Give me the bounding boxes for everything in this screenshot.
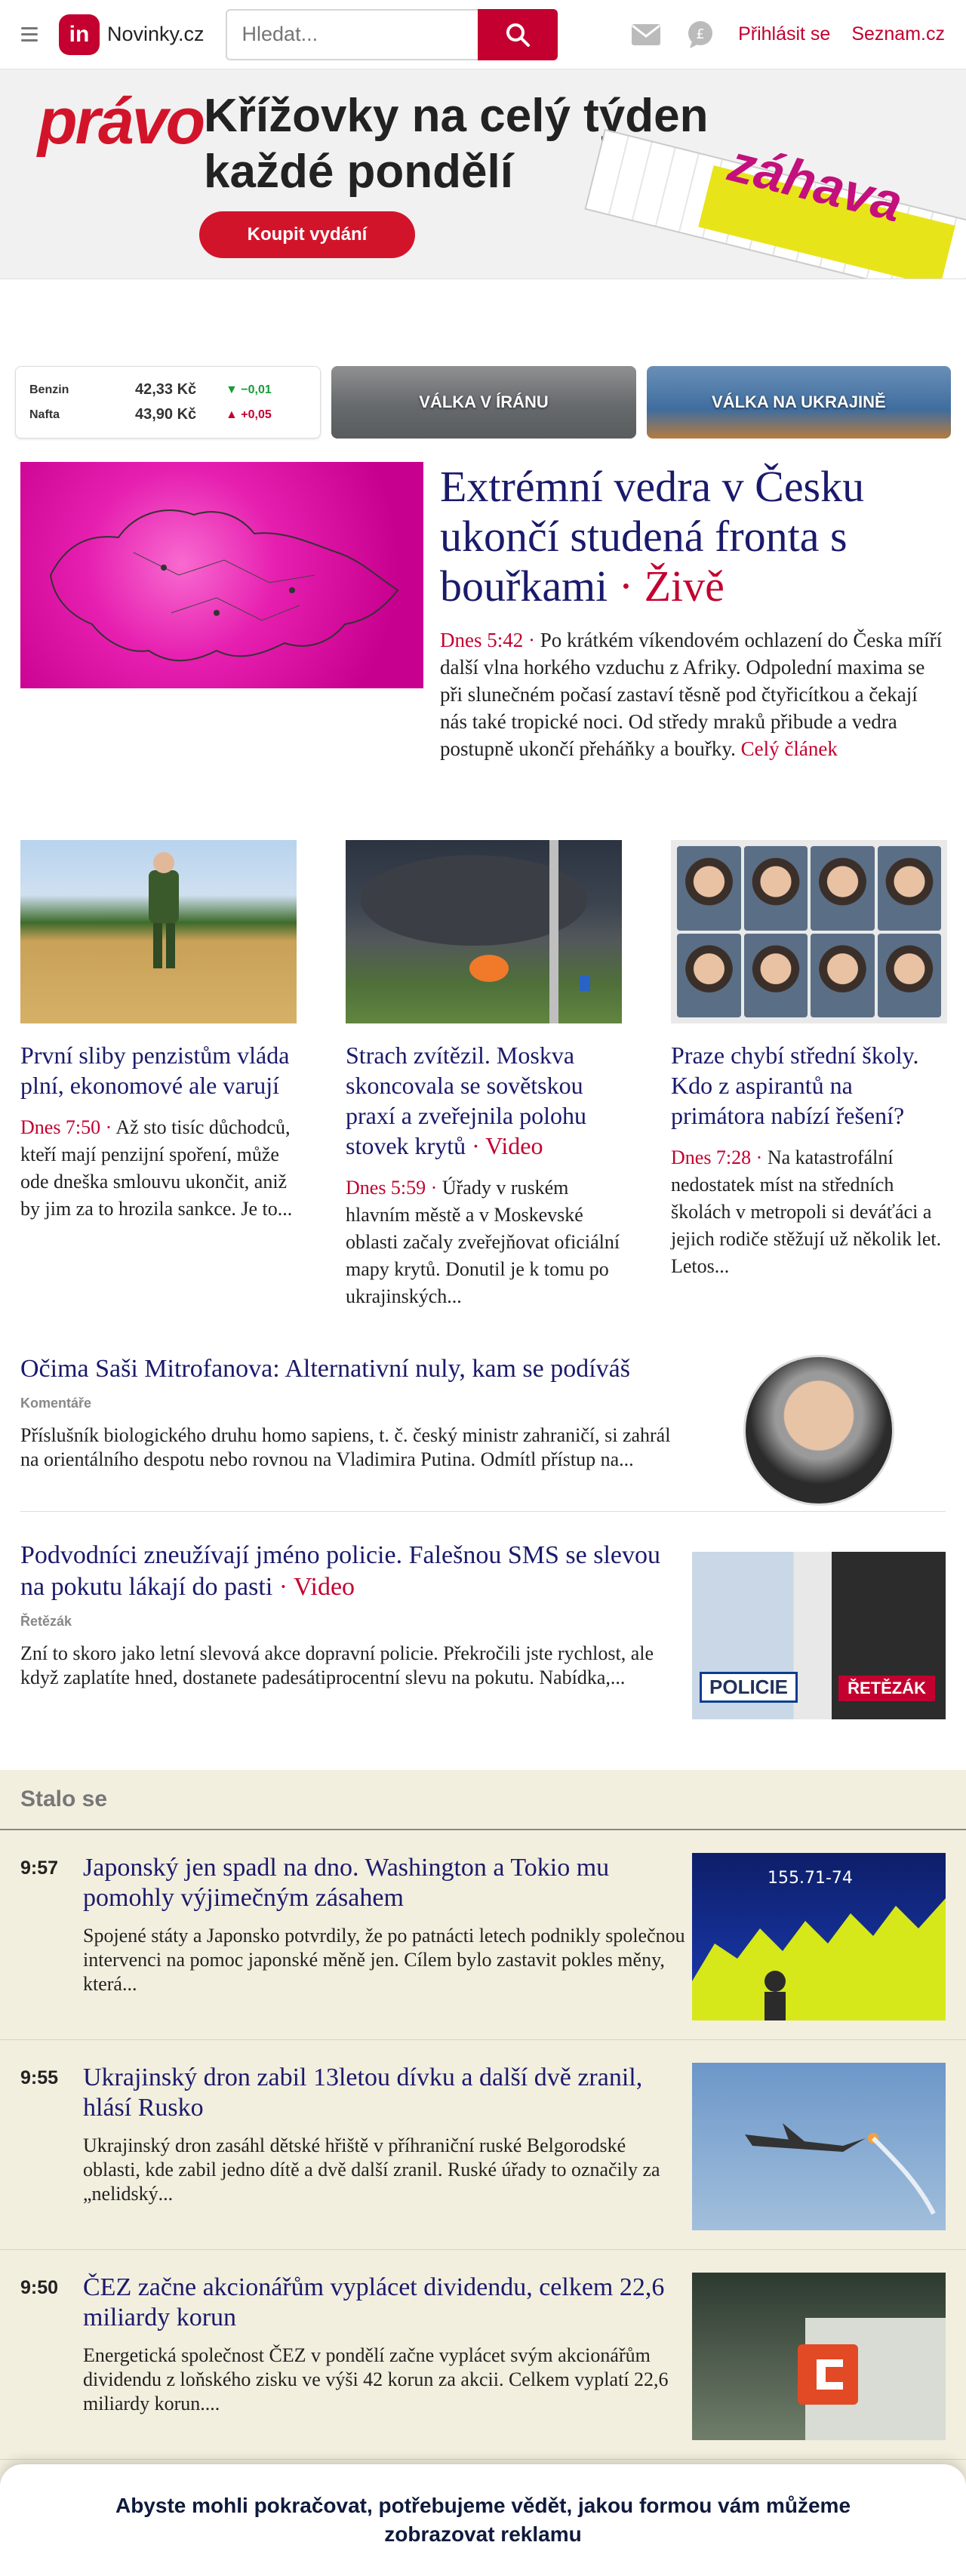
news-perex: Spojené státy a Japonsko potvrdily, že po patnácti letech podnikly společnou intervenci na pomoc japonské měně jen. Cílem bylo zastavit pokles měny, která... — [83, 1925, 685, 1995]
mail-icon[interactable] — [629, 18, 663, 51]
banner-buy-button[interactable]: Koupit vydání — [199, 211, 415, 258]
site-logo[interactable] — [59, 14, 205, 55]
fuel-label: Nafta — [29, 408, 60, 421]
article-image-moscow[interactable] — [346, 840, 622, 1023]
news-time: 9:50 — [20, 2277, 59, 2298]
login-link[interactable]: Přihlásit se — [738, 23, 831, 45]
article-title[interactable]: Praze chybí střední školy. Kdo z aspirantů na primátora nabízí řešení? — [671, 1042, 919, 1129]
rubric-label[interactable]: Komentáře — [20, 1396, 92, 1411]
search-input[interactable] — [226, 9, 478, 60]
search-form — [226, 9, 558, 60]
fuel-price: 42,33 Kč — [135, 381, 197, 398]
news-time: 9:57 — [20, 1857, 59, 1879]
news-title[interactable]: Ukrajinský dron zabil 13letou dívku a další dvě zranil, hlásí Rusko — [83, 2064, 643, 2122]
article-perex: Dnes 7:50 · Až sto tisíc důchodců, kteří mají penzijní spoření, může ode dneška smlouvu ukončit, aniž by jim za to hrozila sankce. Je to... — [20, 1116, 293, 1220]
news-item — [0, 1830, 966, 2040]
fuel-change: ▼ −0,01 — [226, 383, 272, 396]
video-article — [20, 1540, 946, 1721]
article-card — [671, 840, 947, 1310]
tickers-bar — [15, 366, 951, 439]
site-header — [0, 0, 966, 69]
news-title[interactable]: ČEZ začne akcionářům vyplácet dividendu, celkem 22,6 miliardy korun — [83, 2273, 665, 2331]
stalo-se-section — [0, 1770, 966, 2576]
read-more-link[interactable]: Celý článek — [740, 737, 838, 760]
consent-dialog[interactable] — [0, 2464, 966, 2576]
article-image-pension[interactable] — [20, 840, 297, 1023]
candidate-photo — [878, 846, 942, 931]
logo-name: Novinky.cz — [107, 23, 205, 45]
fuel-change: ▲ +0,05 — [226, 408, 272, 421]
candidate-photo — [878, 934, 942, 1018]
fuel-row-nafta — [29, 406, 306, 423]
seznam-link[interactable]: Seznam.cz — [851, 23, 945, 45]
opinion-article — [20, 1353, 946, 1512]
article-image-candidates[interactable] — [671, 840, 947, 1023]
video-label: · Video — [272, 1573, 355, 1601]
article-time: Dnes 7:50 — [20, 1116, 101, 1138]
fuel-row-benzin — [29, 381, 306, 399]
yen-ticker: 155.71-74 — [768, 1869, 853, 1888]
svg-text:£: £ — [696, 26, 705, 42]
article-perex: Dnes 5:59 · Úřady v ruském hlavním městě a v Moskevské oblasti začaly zveřejňovat oficiální mapy krytů. Donutil je k tomu po ukrajinských... — [346, 1177, 620, 1307]
banner-headline-2: každé pondělí — [204, 146, 513, 198]
candidate-photo — [677, 934, 741, 1018]
lead-headline-text[interactable]: Extrémní vedra v Česku ukončí studená fronta s bouřkami — [440, 462, 865, 611]
lead-time: Dnes 5:42 — [440, 629, 524, 651]
news-time: 9:55 — [20, 2067, 59, 2088]
news-perex: Ukrajinský dron zasáhl dětské hřiště v příhraniční ruské Belgorodské oblasti, kde zabil jedno dítě a dvě další zranil. Ruské úřady to označily za „nelidský... — [83, 2134, 660, 2205]
article-card — [346, 840, 622, 1310]
video-thumbnail[interactable] — [692, 1552, 946, 1719]
article-title[interactable]: Strach zvítězil. Moskva skoncovala se sovětskou praxí a zveřejnila polohu stovek krytů · Video — [346, 1042, 586, 1159]
consent-message: Abyste mohli pokračovat, potřebujeme vědět, jakou formou vám můžeme zobrazovat reklamu — [115, 2494, 851, 2546]
news-title[interactable]: Japonský jen spadl na dno. Washington a Tokio mu pomohly výjimečným zásahem — [83, 1854, 610, 1912]
article-columns — [20, 840, 946, 1310]
topic-war-ukraine[interactable]: VÁLKA NA UKRAJINĚ — [647, 366, 951, 439]
logo-mark: in — [59, 14, 100, 55]
search-button[interactable] — [478, 9, 558, 60]
news-image-drone[interactable] — [692, 2063, 946, 2230]
lead-perex-text: Po krátkém víkendovém ochlazení do Česka míří další vlna horkého vzduchu z Afriky. Odpolední maxima se při slunečném počasí zastaví těsně pod čtyřicítkou a čekají nás také tropické noci. Od středy mraků přibude a vedra postupně ukončí přeháňky a bouřky. — [440, 629, 943, 760]
police-car-label: POLICIE — [700, 1672, 798, 1703]
lead-headline[interactable] — [440, 462, 946, 611]
candidate-photo — [811, 934, 875, 1018]
opinion-perex: Příslušník biologického druhu homo sapiens, t. č. český ministr zahraničí, si zahrál na orientálního despotu nebo rovnou na Vladimira Putina. Odmítl přístup na... — [20, 1424, 671, 1470]
fuel-price: 43,90 Kč — [135, 406, 197, 423]
lead-perex: Dnes 5:42 · Po krátkém víkendovém ochlazení do Česka míří další vlna horkého vzduchu z Afriky. Odpolední maxima se při slunečném počasí zastaví těsně pod čtyřicítkou a čekají nás také tropické noci. Od středy mraků přibude a vedra postupně ukončí přeháňky a bouřky. Celý článek — [440, 629, 943, 760]
candidate-photo — [677, 846, 741, 931]
news-perex: Energetická společnost ČEZ v pondělí začne vyplácet svým akcionářům dividendu z loňského zisku ve výši 42 korun za akcii. Celkem vyplatí 22,6 miliardy korun.... — [83, 2344, 669, 2414]
fuel-label: Benzin — [29, 383, 69, 396]
candidate-photo — [744, 934, 808, 1018]
advert-banner[interactable] — [0, 69, 966, 279]
crossword-word: záhava — [723, 133, 909, 233]
candidate-photo — [744, 846, 808, 931]
news-image-yen[interactable] — [692, 1853, 946, 2020]
lead-article — [20, 462, 946, 762]
fuel-prices-widget[interactable] — [15, 366, 321, 439]
article-card — [20, 840, 297, 1310]
lead-article-image[interactable] — [20, 462, 423, 688]
video-label: · Video — [466, 1132, 543, 1159]
retezak-badge: ŘETĚZÁK — [838, 1676, 935, 1701]
section-heading: Stalo se — [0, 1770, 966, 1830]
article-time: Dnes 5:59 — [346, 1177, 426, 1199]
article-title[interactable]: První sliby penzistům vláda plní, ekonomové ale varují — [20, 1042, 290, 1099]
banner-headline-1: Křížovky na celý týden — [204, 90, 709, 142]
article-perex: Dnes 7:28 · Na katastrofální nedostatek míst na středních školách v metropoli si deváťáci a jejich rodiče stěžují už několik let. Letos... — [671, 1146, 942, 1277]
video-article-title[interactable]: Podvodníci zneužívají jméno policie. Falešnou SMS se slevou na pokutu lákají do pasti · Video — [20, 1541, 661, 1601]
topic-war-iran[interactable]: VÁLKA V ÍRÁNU — [331, 366, 635, 439]
article-time: Dnes 7:28 — [671, 1146, 752, 1168]
news-item — [0, 2040, 966, 2250]
news-item — [0, 2250, 966, 2460]
rubric-label[interactable]: Řetězák — [20, 1614, 72, 1629]
banner-brand: právo — [38, 85, 204, 158]
opinion-title[interactable]: Očima Saši Mitrofanova: Alternativní nuly, kam se podíváš — [20, 1355, 630, 1383]
video-article-perex: Zní to skoro jako letní slevová akce dopravní policie. Překročili jste rychlost, ale když zaplatíte hned, dostanete padesátiprocentní slevu na pokutu. Nabídka,... — [20, 1642, 654, 1688]
menu-icon[interactable] — [21, 27, 38, 42]
chat-icon[interactable] — [684, 18, 717, 51]
crossword-image — [584, 129, 966, 279]
live-label: · Živě — [608, 562, 724, 611]
search-icon — [505, 22, 531, 48]
author-avatar[interactable] — [743, 1355, 894, 1506]
candidate-photo — [811, 846, 875, 931]
news-image-cez[interactable] — [692, 2273, 946, 2440]
